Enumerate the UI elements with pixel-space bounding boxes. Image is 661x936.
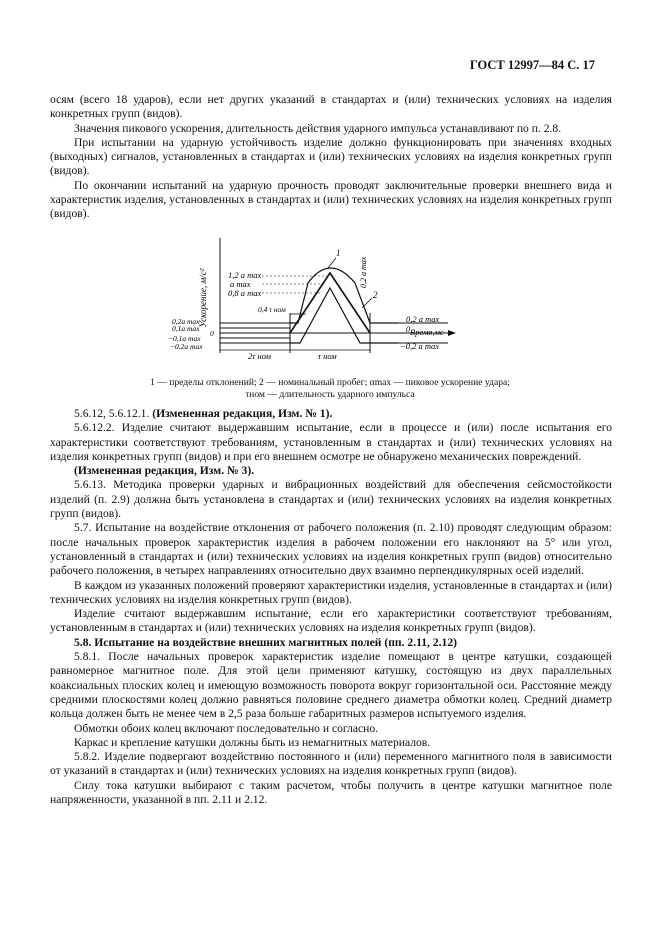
peak-label: 0,8 a max bbox=[228, 288, 262, 298]
paragraph: Значения пикового ускорения, длительность действия ударного импульса устанавливают по п. 2.8. bbox=[74, 121, 562, 135]
peak-label: a max bbox=[230, 279, 251, 289]
shock-pulse-figure bbox=[150, 228, 510, 378]
left-level-label: 0 bbox=[210, 329, 214, 338]
right-level-label: 0,2 a max bbox=[406, 314, 440, 324]
left-level-label: 0,1a max bbox=[172, 324, 200, 333]
paragraph: По окончании испытаний на ударную прочность проводят заключительные проверки внешнего вида и характеристик изделия, установленных в стандартах и (или) технических условиях на изделия конкретных групп (видов). bbox=[50, 178, 612, 221]
right-level-label: 0 bbox=[406, 325, 410, 334]
paragraph: (Измененная редакция, Изм. № 3). bbox=[74, 464, 255, 478]
y-axis-label: Ускорение, м/с² bbox=[198, 268, 208, 328]
figure-caption bbox=[60, 377, 600, 401]
nominal-pulse bbox=[290, 273, 370, 333]
top-text-block bbox=[50, 93, 612, 222]
left-level-label: 0,2a max bbox=[172, 317, 200, 326]
paragraph: Изделие считают выдержавшим испытание, если его характеристики соответствуют требованиям, установленным в стандартах и (или) технических условиях на изделия конкретных групп (видов). bbox=[50, 607, 612, 635]
peak-label: 1,2 a max bbox=[228, 270, 262, 280]
paragraph: 5.8.1. После начальных проверок характеристик изделие помещают в центре катушки, создающей равномерное магнитное поле. Для этой цели применяют катушку, состоящую из двух параллельных коаксиальных плоских колец и имеющую возможность поворота вокруг горизонтальной оси. Расстояние между средними плоскостями колец должно равняться половине среднего диаметра обмотки колец. Средний диаметр кольца должен быть не менее чем в 2,5 раза больше габаритных размеров испытуемого изделия. bbox=[50, 650, 612, 721]
paragraph: Каркас и крепление катушки должны быть из немагнитных материалов. bbox=[74, 735, 431, 749]
bold-fragment: (Измененная редакция, Изм. № 1). bbox=[152, 407, 333, 420]
paragraph: 5.6.12, 5.6.12.1. (Измененная редакция, Изм. № 1). bbox=[74, 407, 333, 420]
caption-line: 1 — пределы отклонений; 2 — номинальный пробег; αmax — пиковое ускорение удара; bbox=[150, 377, 510, 388]
paragraph: 5.8. Испытание на воздействие внешних магнитных полей (пп. 2.11, 2.12) bbox=[74, 635, 458, 649]
top-right-label: 0,2 a max bbox=[359, 256, 368, 288]
x-axis-label: Время,мс bbox=[410, 327, 444, 337]
x-axis-arrow bbox=[448, 330, 456, 336]
dimension-label-2tau: 2τ ном bbox=[248, 351, 271, 361]
left-level-label: −0,1a max bbox=[168, 334, 201, 343]
paragraph: Обмотки обоих колец включают последовательно и согласно. bbox=[74, 721, 379, 735]
left-level-label: −0,2a max bbox=[170, 342, 203, 351]
paragraph: 5.6.12.2. Изделие считают выдержавшим испытание, если в процессе и (или) после испытания его характеристики соответствуют требованиям, установленным в стандартах и (или) технических условиях на изделия конкретных групп (видов) и при его внешнем осмотре не обнаружено механических повреждений. bbox=[50, 421, 612, 463]
shock-pulse-diagram bbox=[150, 228, 510, 378]
paragraph: Силу тока катушки выбирают с таким расчетом, чтобы получить в центре катушки магнитное поле напряженности, указанной в пп. 2.11 и 2.12. bbox=[50, 778, 612, 807]
paragraph: В каждом из указанных положений проверяют характеристики изделия, установленные в стандартах и (или) технических условиях на изделия конкретных групп (видов). bbox=[50, 578, 612, 606]
tau-small-label: 0,4 τ ном bbox=[258, 305, 286, 314]
paragraph: 5.7. Испытание на воздействие отклонения от рабочего положения (п. 2.10) проводят следующим образом: после начальных проверок характеристик изделия в рабочем положении его наклоняют на 5° или угол, установленный в стандартах и (или) технических условиях на изделия конкретных групп (видов) относительно рабочего положения, в четырех направлениях относительно двух взаимно перпендикулярных осей изделий. bbox=[50, 521, 612, 578]
page-header: ГОСТ 12997—84 С. 17 bbox=[469, 58, 595, 72]
curve-label-2: 2 bbox=[373, 290, 378, 300]
caption-line: τном — длительность ударного импульса bbox=[245, 389, 415, 400]
dimension-label-tau: τ ном bbox=[318, 351, 337, 361]
main-text-block bbox=[50, 407, 612, 807]
leader-line-1 bbox=[328, 258, 336, 268]
curve-label-1: 1 bbox=[336, 248, 341, 258]
paragraph: При испытании на ударную устойчивость изделие должно функционировать при значениях входных (выходных) сигналов, установленных в стандартах и (или) технических условиях на изделия конкретных групп (видов). bbox=[50, 135, 612, 178]
lower-limit-curve bbox=[290, 288, 398, 343]
paragraph: 5.6.13. Методика проверки ударных и вибрационных воздействий для обеспечения сейсмостойкости изделий (п. 2.9) должна быть установлена в стандартах и (или) технических условиях на изделия конкретных групп (видов). bbox=[50, 478, 612, 521]
paragraph: осям (всего 18 ударов), если нет других указаний в стандартах и (или) технических условиях на изделия конкретных групп (видов). bbox=[50, 93, 612, 121]
paragraph: 5.8.2. Изделие подвергают воздействию постоянного и (или) переменного магнитного поля в зависимости от указаний в стандартах и (или) технических условиях на изделия конкретных групп (видов). bbox=[50, 750, 612, 778]
leader-line-2 bbox=[362, 298, 372, 308]
right-level-label: −0,2 a max bbox=[400, 341, 440, 351]
